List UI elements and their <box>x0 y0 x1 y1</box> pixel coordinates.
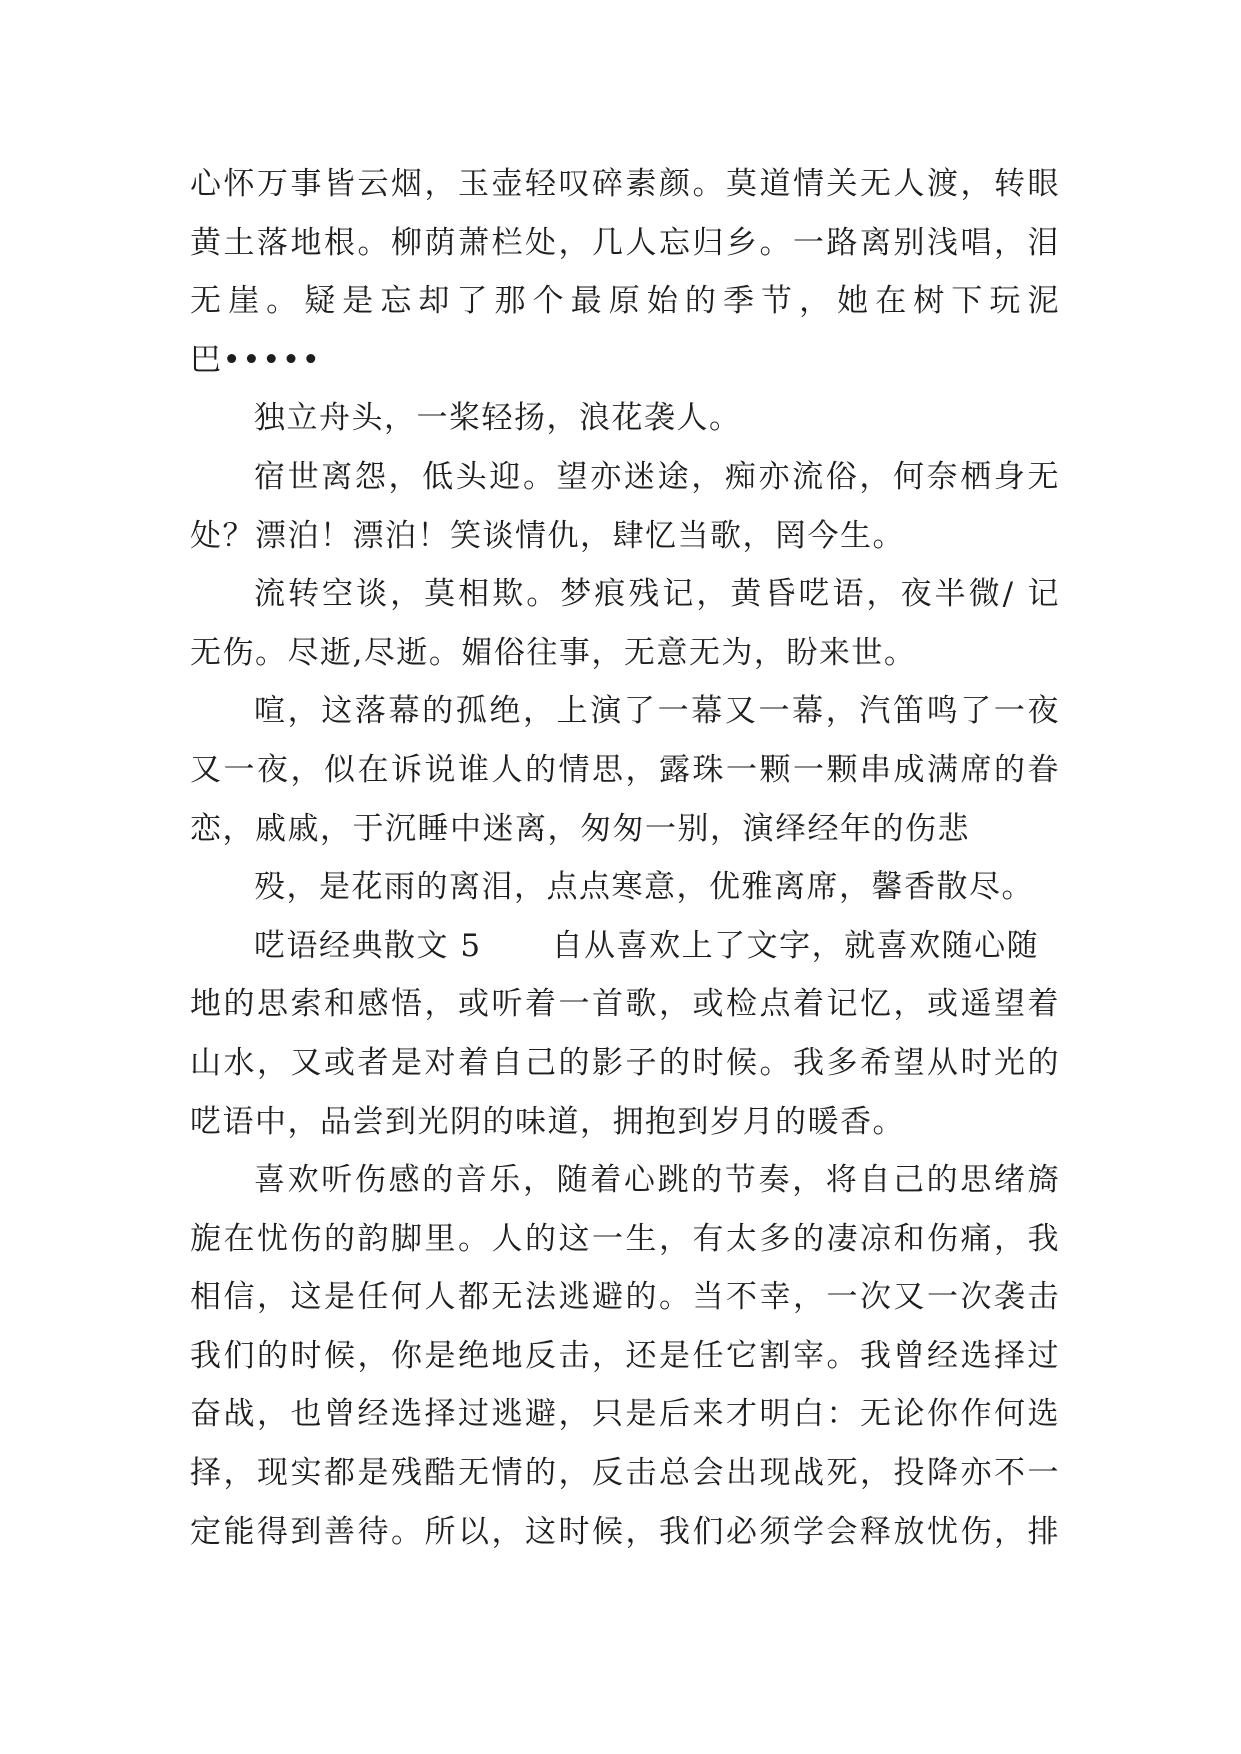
text-line: 喜欢听伤感的音乐，随着心跳的节奏，将自己的思绪旖 <box>254 1162 1060 1199</box>
text-line: 奋战，也曾经选择过逃避，只是后来才明白：无论你作何选 <box>190 1396 1060 1433</box>
text-line: 流转空谈，莫相欺。梦痕残记，黄昏呓语，夜半微/ 记 <box>254 576 1060 613</box>
paragraph-8 <box>190 1151 1060 1561</box>
text-line: 又一夜，似在诉说谁人的情思，露珠一颗一颗串成满席的眷 <box>190 751 1060 788</box>
text-line: 我们的时候，你是绝地反击，还是任它割宰。我曾经选择过 <box>190 1337 1060 1374</box>
text-line: 无崖。疑是忘却了那个最原始的季节，她在树下玩泥 <box>190 283 1060 320</box>
text-line: 无伤。尽逝,尽逝。媚俗往事，无意无为，盼来世。 <box>190 634 917 671</box>
text-line: 处？漂泊！漂泊！笑谈情仇，肆忆当歌，罔今生。 <box>190 517 905 554</box>
paragraph-6 <box>190 858 1060 917</box>
text-line: 旎在忧伤的韵脚里。人的这一生，有太多的凄凉和伤痛，我 <box>190 1220 1060 1257</box>
paragraph-4 <box>190 565 1060 682</box>
text-line: 独立舟头，一桨轻扬，浪花袭人。 <box>254 400 742 437</box>
text-line: 心怀万事皆云烟，玉壶轻叹碎素颜。莫道情关无人渡，转眼 <box>190 166 1060 202</box>
text-line: 恋，戚戚，于沉睡中迷离，匆匆一别，演绎经年的伤悲 <box>190 810 970 847</box>
paragraph-3 <box>190 448 1060 565</box>
section-heading: 呓语经典散文 5 <box>254 927 482 964</box>
text-line: 相信，这是任何人都无法逃避的。当不幸，一次又一次袭击 <box>190 1279 1060 1316</box>
paragraph-7 <box>190 917 1060 1151</box>
text-line: 黄土落地根。柳荫萧栏处，几人忘归乡。一路离别浅唱，泪 <box>190 224 1060 261</box>
text-line: 定能得到善待。所以，这时候，我们必须学会释放忧伤，排 <box>190 1513 1060 1550</box>
paragraph-1 <box>190 155 1060 389</box>
text-line: 山水，又或者是对着自己的影子的时候。我多希望从时光的 <box>190 1044 1060 1081</box>
text-line: 宿世离怨，低头迎。望亦迷途，痴亦流俗，何奈栖身无 <box>254 458 1060 495</box>
heading-line <box>190 917 1060 976</box>
text-line: 地的思索和感悟，或听着一首歌，或检点着记忆，或遥望着 <box>190 986 1060 1023</box>
text-line: 呓语中，品尝到光阴的味道，拥抱到岁月的暖香。 <box>190 1103 905 1140</box>
text-line: 喧，这落幕的孤绝，上演了一幕又一幕，汽笛鸣了一夜 <box>254 693 1060 730</box>
document-page <box>190 155 1060 1561</box>
text-line: 殁，是花雨的离泪，点点寒意，优雅离席，馨香散尽。 <box>254 869 1034 906</box>
heading-tail-text: 自从喜欢上了文字，就喜欢随心随 <box>551 927 1040 964</box>
paragraph-2 <box>190 389 1060 448</box>
text-line: 择，现实都是残酷无情的，反击总会出现战死，投降亦不一 <box>190 1455 1060 1492</box>
paragraph-5 <box>190 682 1060 858</box>
text-line: 巴••••• <box>190 341 322 378</box>
